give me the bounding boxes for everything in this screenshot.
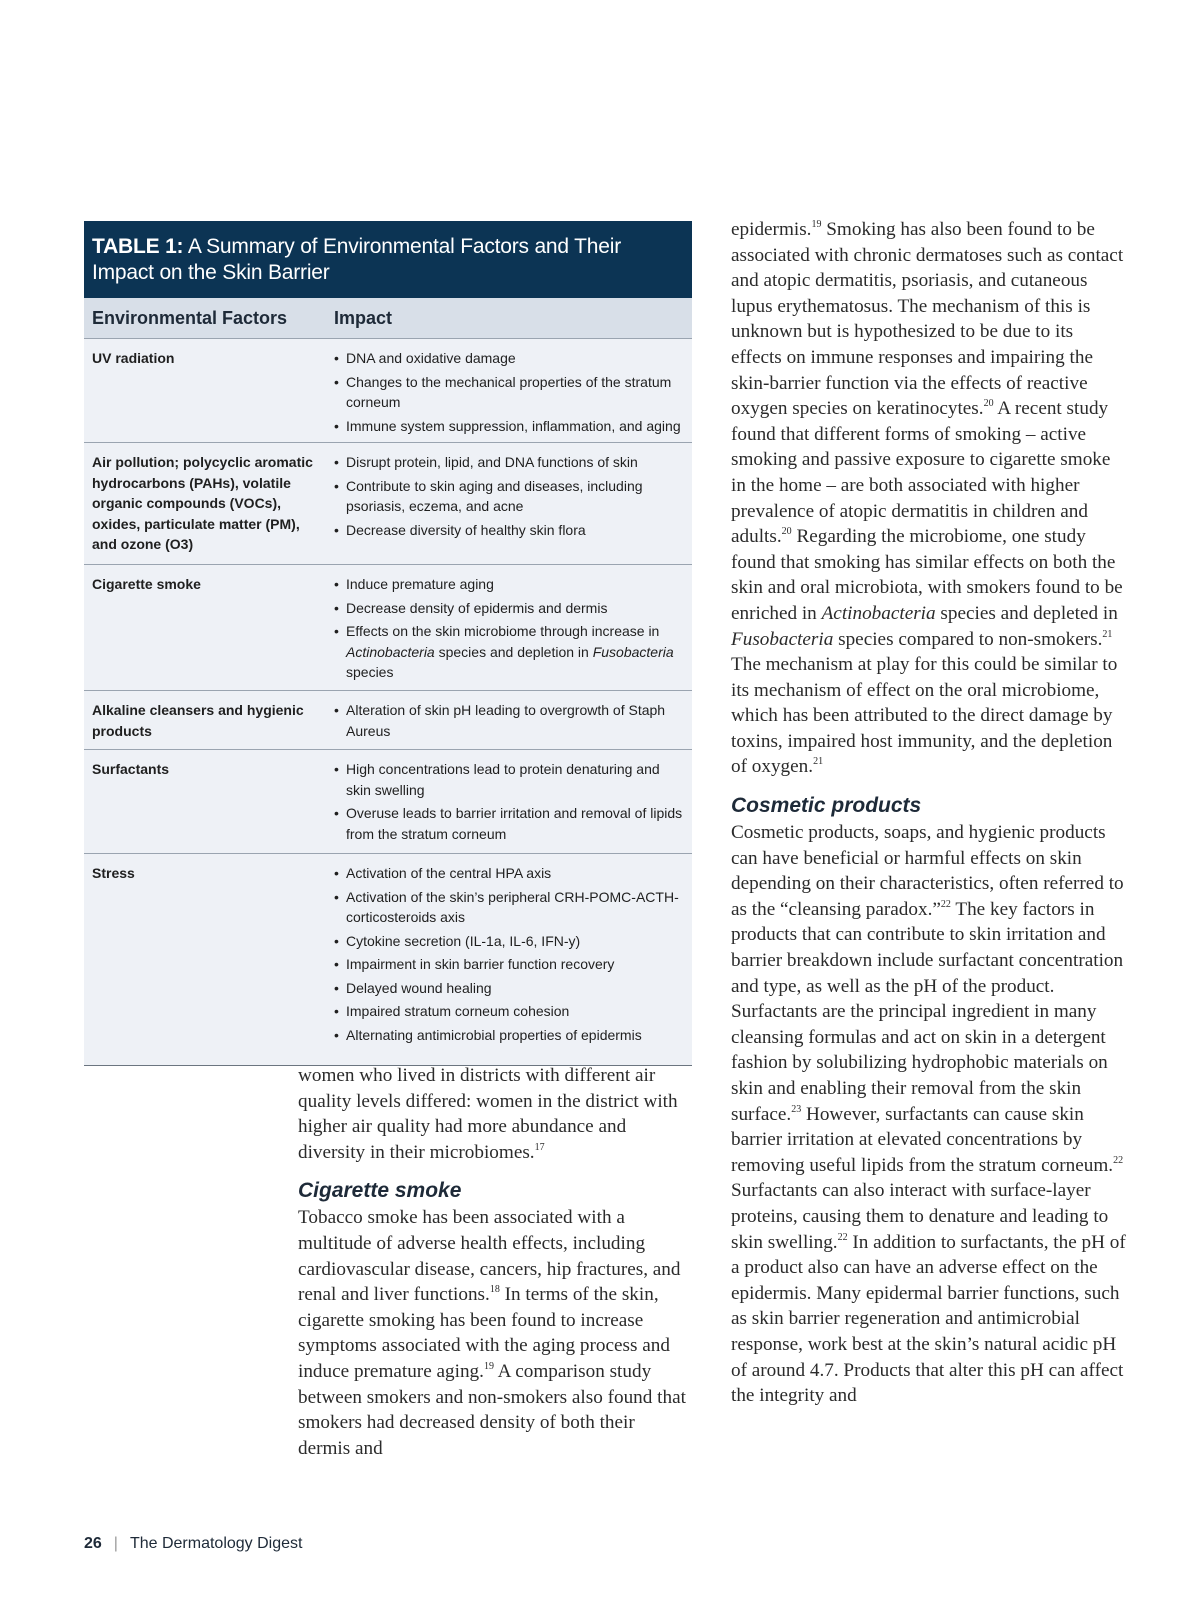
impact-cell bbox=[334, 691, 692, 749]
impact-item: • Delayed wound healing bbox=[334, 978, 688, 999]
body-column-right bbox=[731, 217, 1127, 1409]
impact-item: • Alternating antimicrobial properties of epidermis bbox=[334, 1025, 688, 1046]
impact-item: • Impairment in skin barrier function recovery bbox=[334, 954, 688, 975]
impact-item: • Alteration of skin pH leading to overgrowth of Staph Aureus bbox=[334, 700, 688, 741]
reference-number: 21 bbox=[1102, 628, 1113, 640]
impact-item: • Overuse leads to barrier irritation and removal of lipids from the stratum corneum bbox=[334, 803, 688, 844]
factor-cell: Alkaline cleansers and hygienic products bbox=[92, 702, 304, 739]
reference-number: 20 bbox=[781, 526, 792, 538]
publication-name: The Dermatology Digest bbox=[129, 1535, 303, 1552]
column-header-impact: Impact bbox=[334, 307, 393, 328]
reference-number: 18 bbox=[489, 1284, 500, 1296]
page-number: 26 bbox=[84, 1535, 102, 1552]
table-row bbox=[84, 339, 692, 443]
factor-cell: UV radiation bbox=[92, 350, 175, 366]
impact-item: • Impaired stratum corneum cohesion bbox=[334, 1001, 688, 1022]
impact-item: • Disrupt protein, lipid, and DNA functions of skin bbox=[334, 452, 688, 473]
table-row bbox=[84, 443, 692, 565]
factor-cell: Stress bbox=[92, 865, 135, 881]
table-1 bbox=[84, 221, 692, 1066]
impact-item: • DNA and oxidative damage bbox=[334, 348, 688, 369]
footer-separator: | bbox=[113, 1535, 118, 1552]
paragraph: Tobacco smoke has been associated with a multitude of adverse health effects, including cardiovascular disease, cancers, hip fractures, and renal and liver functions.$^{18}$ In terms of the skin, cigarette smoking has been found to increase symptoms associated with the aging process and induce premature aging.$^{19}$ A comparison study between smokers and non-smokers also found that smokers had decreased density of both their dermis and bbox=[298, 1207, 686, 1459]
page-footer bbox=[84, 1535, 302, 1553]
impact-cell bbox=[334, 854, 692, 1065]
impact-cell bbox=[334, 339, 692, 442]
table-row bbox=[84, 565, 692, 691]
impact-item: • Immune system suppression, inflammation, and aging bbox=[334, 416, 688, 437]
impact-item: • Activation of the central HPA axis bbox=[334, 863, 688, 884]
paragraph: Cosmetic products, soaps, and hygienic products can have beneficial or harmful effects on skin depending on their characteristics, often referred to as the “cleansing paradox.”$^{22}$ The key factors in products that can contribute to skin irritation and barrier breakdown include surfactant concentration and type, as well as the pH of the product. Surfactants are the principal ingredient in many cleansing formulas and act on skin in a detergent fashion by solubilizing hydrophobic materials on skin and enabling their removal from the skin surface.$^{23}$ However, surfactants can cause skin barrier irritation at elevated concentrations by removing useful lipids from the stratum corneum.$^{22}$ Surfactants can also interact with surface-layer proteins, causing them to denature and leading to skin swelling.$^{22}$ In addition to surfactants, the pH of a product also can have an adverse effect on the epidermis. Many epidermal barrier functions, such as skin barrier regeneration and antimicrobial response, work best at the skin’s natural acidic pH of around 4.7. Products that alter this pH can affect the integrity and bbox=[731, 822, 1126, 1407]
reference-number: 21 bbox=[813, 756, 824, 768]
reference-number: 23 bbox=[791, 1103, 802, 1115]
impact-item: • Cytokine secretion (IL-1a, IL-6, IFN-y) bbox=[334, 931, 688, 952]
impact-cell bbox=[334, 565, 692, 690]
section-heading-cosmetic-products: Cosmetic products bbox=[731, 794, 922, 818]
reference-number: 20 bbox=[983, 398, 994, 410]
table-row bbox=[84, 750, 692, 854]
column-header-factors: Environmental Factors bbox=[92, 307, 288, 328]
factor-cell: Air pollution; polycyclic aromatic hydrocarbons (PAHs), volatile organic compounds (VOCs), oxides, particulate matter (PM), and ozone (O3) bbox=[92, 454, 313, 552]
table-row bbox=[84, 854, 692, 1065]
reference-number: 22 bbox=[940, 898, 951, 910]
paragraph: epidermis.$^{19}$ Smoking has also been found to be associated with chronic dermatoses such as contact and atopic dermatitis, psoriasis, and cutaneous lupus erythematosus. The mechanism of this is unknown but is hypothesized to be due to its effects on immune responses and impairing the skin-barrier function via the effects of reactive oxygen species on keratinocytes.$^{20}$ A recent study found that different forms of smoking – active smoking and passive exposure to cigarette smoke in the home – are both associated with higher prevalence of atopic dermatitis in children and adults.$^{20}$ Regarding the microbiome, one study found that smoking has similar effects on both the skin and oral microbiota, with smokers found to be enriched in Actinobacteria species and depleted in Fusobacteria species compared to non-smokers.$^{21}$ The mechanism at play for this could be similar to its mechanism of effect on the oral microbiome, which has been attributed to the direct damage by toxins, impaired host immunity, and the depletion of oxygen.$^{21}$ bbox=[731, 219, 1124, 778]
impact-item: • Changes to the mechanical properties of the stratum corneum bbox=[334, 372, 688, 413]
reference-number: 19 bbox=[811, 219, 822, 230]
body-column-middle bbox=[298, 1063, 690, 1461]
impact-cell bbox=[334, 750, 692, 853]
impact-item: • Effects on the skin microbiome through increase in Actinobacteria species and depletion in Fusobacteria species bbox=[334, 621, 688, 683]
table-title bbox=[84, 221, 692, 298]
reference-number: 17 bbox=[534, 1141, 545, 1153]
impact-item: • Contribute to skin aging and diseases, including psoriasis, eczema, and acne bbox=[334, 476, 688, 517]
factor-cell: Cigarette smoke bbox=[92, 576, 201, 592]
impact-item: • Induce premature aging bbox=[334, 574, 688, 595]
table-title-text: A Summary of Environmental Factors and Their Impact on the Skin Barrier bbox=[92, 235, 621, 284]
paragraph: women who lived in districts with different air quality levels differed: women in the district with higher air quality had more abundance and diversity in their microbiomes.$^{17}$ bbox=[298, 1065, 678, 1163]
table-column-headers bbox=[84, 298, 692, 339]
section-heading-cigarette-smoke: Cigarette smoke bbox=[298, 1179, 462, 1203]
impact-cell bbox=[334, 443, 692, 564]
impact-item: • High concentrations lead to protein denaturing and skin swelling bbox=[334, 759, 688, 800]
impact-item: • Activation of the skin’s peripheral CRH-POMC-ACTH-corticosteroids axis bbox=[334, 887, 688, 928]
table-label: TABLE 1: bbox=[92, 235, 184, 258]
impact-item: • Decrease diversity of healthy skin flora bbox=[334, 520, 688, 541]
table-row bbox=[84, 691, 692, 750]
reference-number: 22 bbox=[837, 1231, 848, 1243]
factor-cell: Surfactants bbox=[92, 761, 170, 777]
reference-number: 22 bbox=[1113, 1154, 1124, 1166]
reference-number: 19 bbox=[483, 1360, 494, 1372]
impact-item: • Decrease density of epidermis and dermis bbox=[334, 598, 688, 619]
